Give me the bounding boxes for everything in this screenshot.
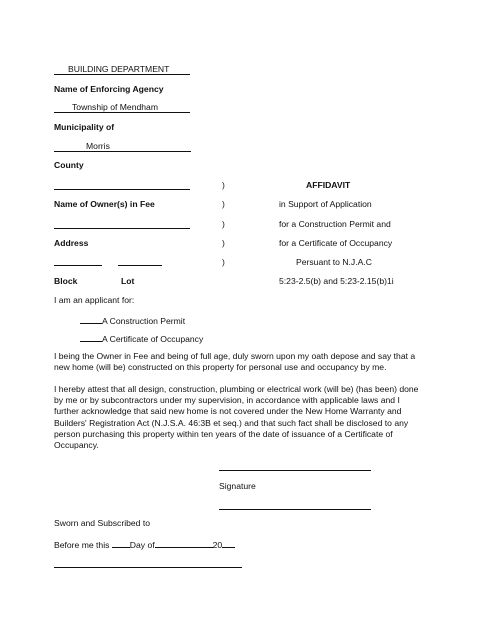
- owner-name-line[interactable]: [54, 189, 190, 190]
- address-line[interactable]: [54, 228, 190, 229]
- year-line[interactable]: [222, 547, 235, 548]
- bracket-3: ): [222, 219, 225, 229]
- sworn-label: Sworn and Subscribed to: [54, 518, 151, 528]
- municipality-value: Township of Mendham: [54, 102, 190, 113]
- day-of-label: Day of: [129, 540, 155, 550]
- option-certificate-occupancy[interactable]: [80, 334, 203, 345]
- attestation-paragraph: I hereby attest that all design, construction, plumbing or electrical work (will be) (has been) done by me or by subcontractors under my supervision, in accordance with applicable laws and I further acknowledge that said new home is not covered under the New Home Warranty and Builders' Registration Act (N.J.S.A. 46:3B et seq.) and that such fact shall be disclosed to any person purchasing this property within ten years of the date of issuance of a Certificate of Occupancy.: [54, 384, 419, 451]
- notary-signature-line[interactable]: [54, 567, 242, 568]
- applicant-label: I am an applicant for:: [54, 295, 135, 305]
- construction-permit-label: A Construction Permit: [102, 316, 186, 326]
- signature-line-top[interactable]: [219, 470, 371, 471]
- bracket-4: ): [222, 238, 225, 248]
- option-construction-permit[interactable]: [80, 316, 185, 327]
- enforcing-agency-label: Name of Enforcing Agency: [54, 84, 164, 94]
- municipality-label: Municipality of: [54, 122, 115, 132]
- affidavit-line-5: 5:23-2.5(b) and 5:23-2.15(b)1i: [279, 276, 394, 286]
- owner-statement-paragraph: I being the Owner in Fee and being of full age, duly sworn upon my oath depose and say that a new home (will be) constructed on this property for personal use and occupancy by me.: [54, 351, 416, 373]
- certificate-occupancy-label: A Certificate of Occupancy: [102, 334, 204, 344]
- certificate-occupancy-check-line[interactable]: [80, 341, 102, 342]
- address-label: Address: [54, 238, 89, 248]
- block-label: Block: [54, 276, 78, 286]
- year-prefix: 20: [212, 540, 223, 550]
- county-value: Morris: [54, 141, 191, 152]
- municipality-field[interactable]: [54, 102, 190, 113]
- affidavit-line-4: Persuant to N.J.A.C: [296, 257, 372, 267]
- enforcing-agency-value: BUILDING DEPARTMENT: [54, 64, 190, 75]
- before-me-row: [54, 540, 235, 551]
- affidavit-title: AFFIDAVIT: [306, 180, 351, 190]
- owner-label: Name of Owner(s) in Fee: [54, 199, 155, 209]
- construction-permit-check-line[interactable]: [80, 323, 102, 324]
- signature-label: Signature: [219, 481, 256, 491]
- affidavit-line-3: for a Certificate of Occupancy: [279, 238, 393, 248]
- enforcing-agency-field[interactable]: [54, 64, 190, 75]
- county-label: County: [54, 160, 84, 170]
- month-line[interactable]: [155, 547, 213, 548]
- day-number-line[interactable]: [112, 547, 130, 548]
- lot-line[interactable]: [118, 265, 162, 266]
- bracket-1: ): [222, 180, 225, 190]
- affidavit-line-1: in Support of Application: [279, 199, 372, 209]
- county-field[interactable]: [54, 141, 191, 152]
- bracket-5: ): [222, 257, 225, 267]
- block-line[interactable]: [54, 265, 102, 266]
- signature-line-bottom[interactable]: [219, 509, 371, 510]
- before-me-label: Before me this: [54, 540, 110, 550]
- affidavit-line-2: for a Construction Permit and: [279, 219, 391, 229]
- bracket-2: ): [222, 199, 225, 209]
- lot-label: Lot: [121, 276, 135, 286]
